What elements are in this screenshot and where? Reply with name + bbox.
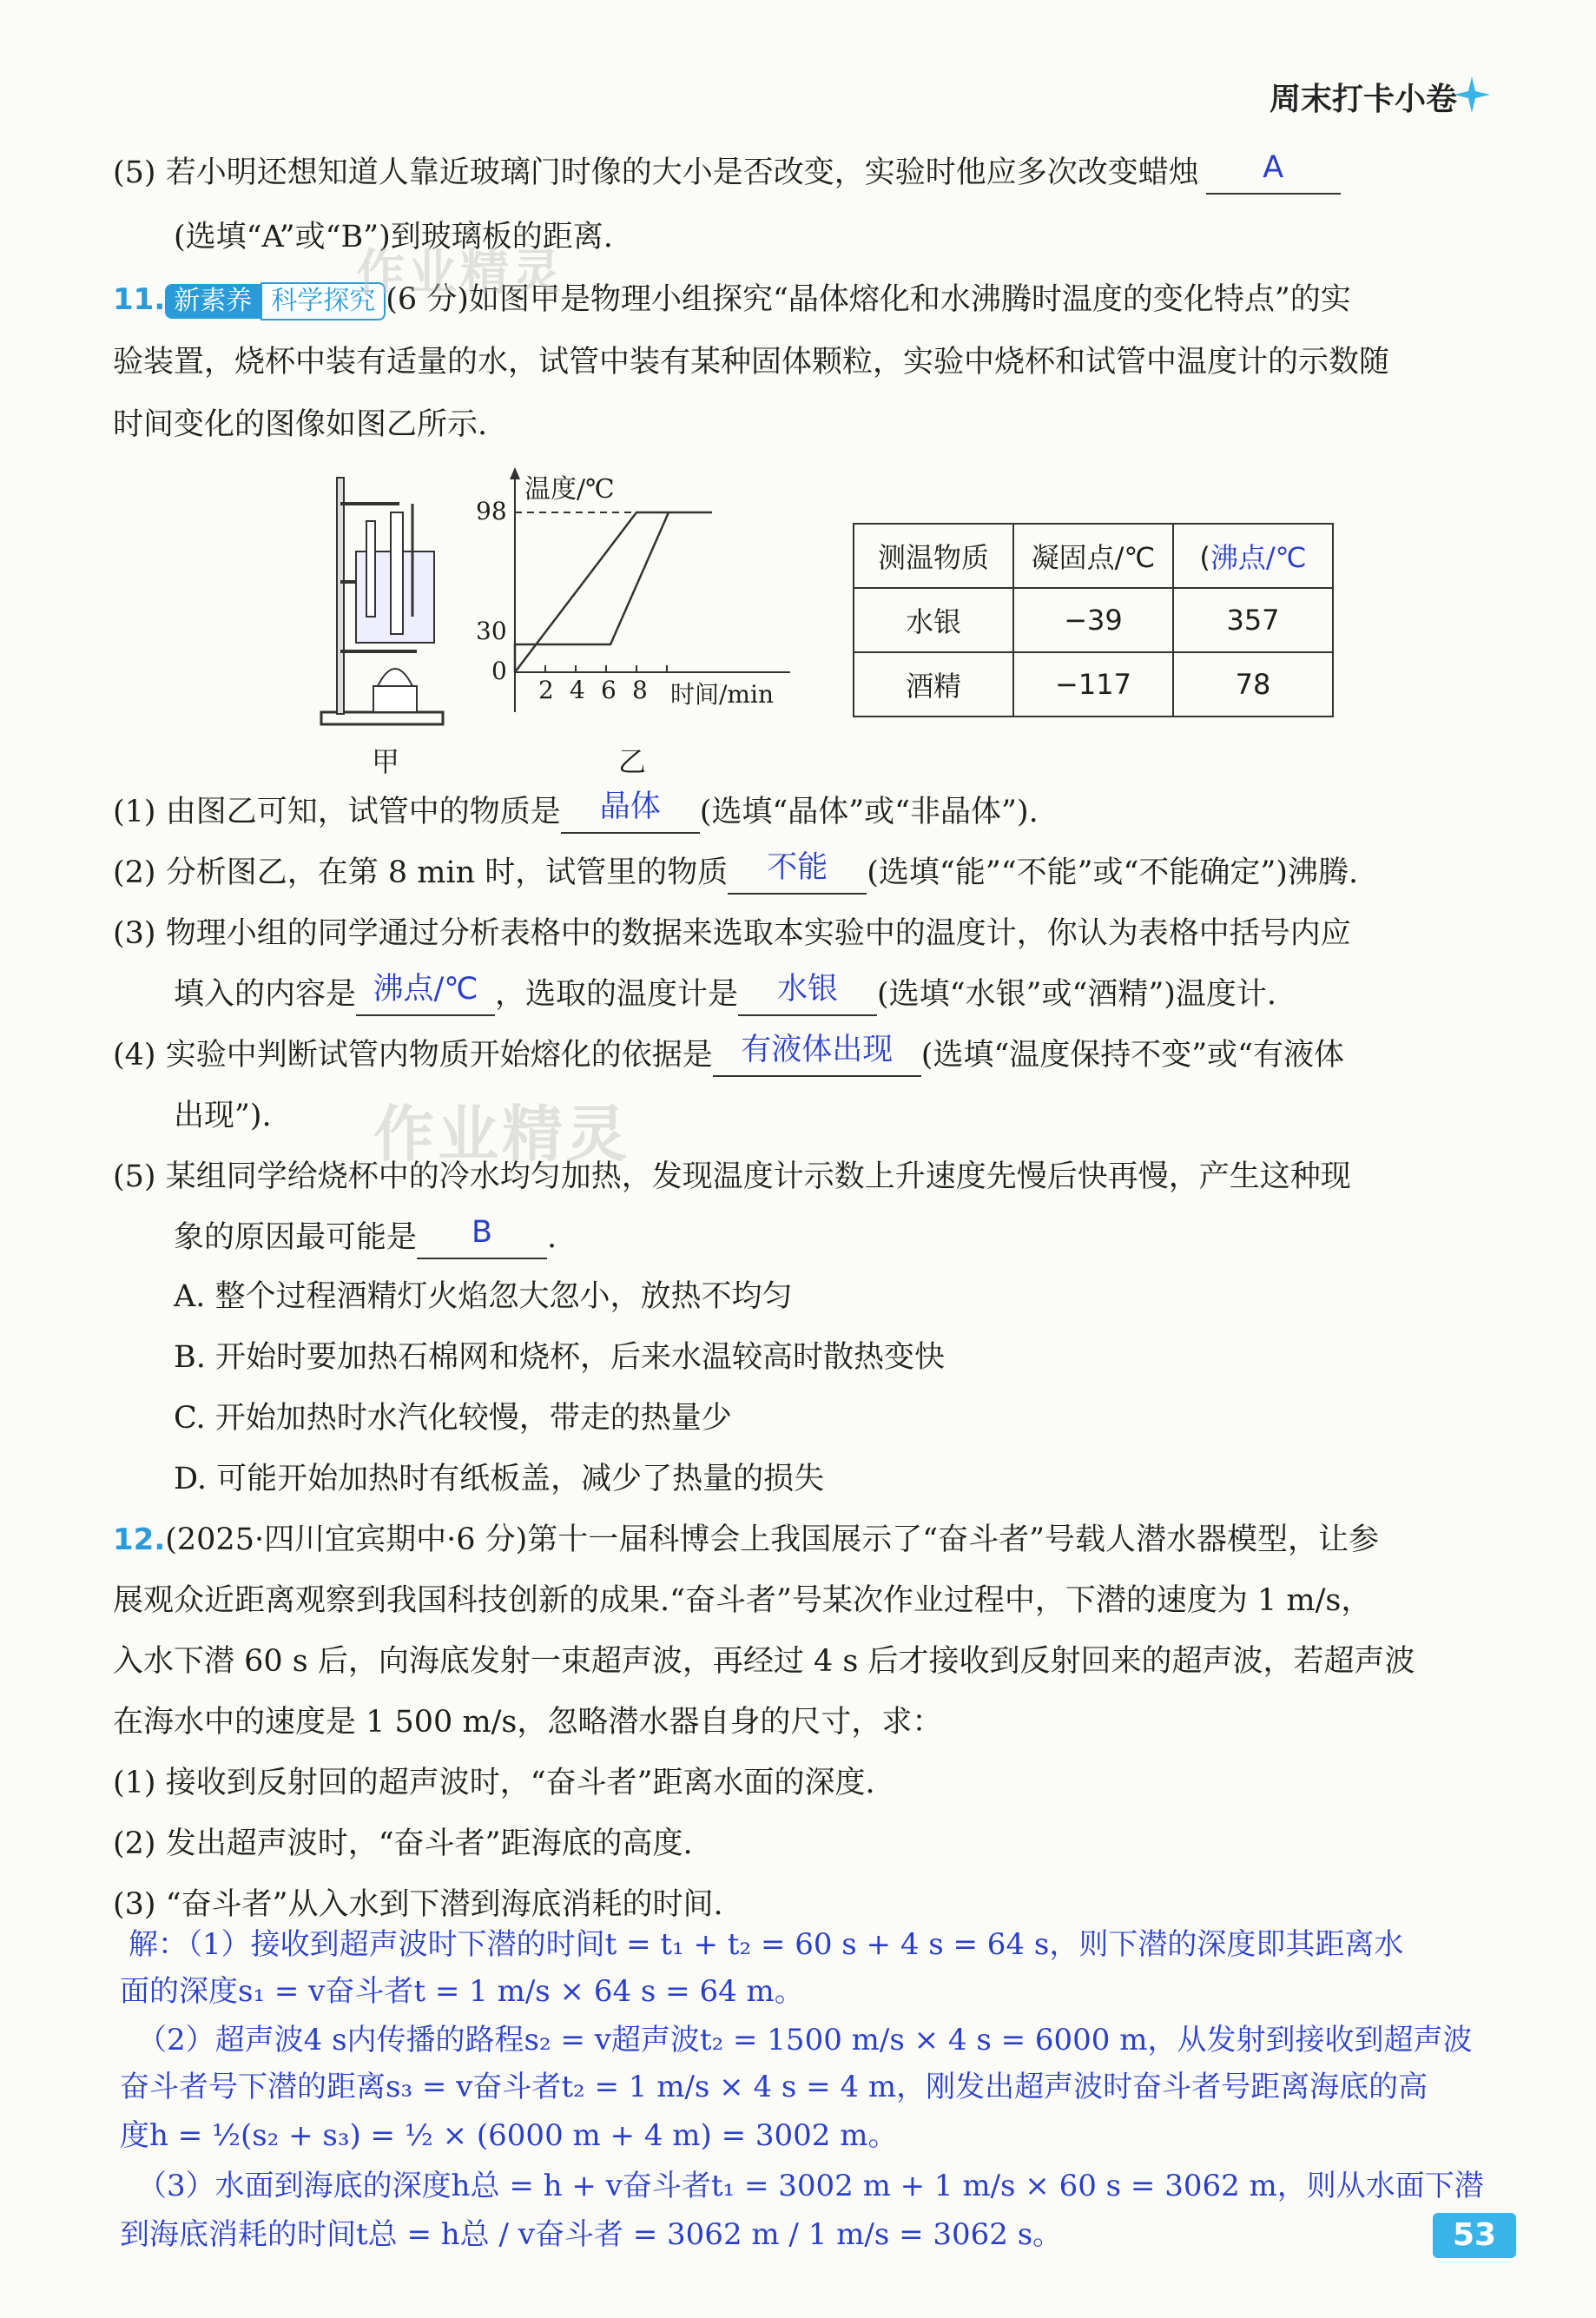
q11-part4-line1: (4) 实验中判断试管内物质开始熔化的依据是 有液体出现 (选填“温度保持不变”或“有液体 (113, 1035, 1344, 1077)
option-d: D. 可能开始加热时有纸板盖，减少了热量的损失 (174, 1462, 825, 1496)
answer-blank: 有液体出现 (713, 1035, 921, 1077)
solution-line-6: （3）水面到海底的深度h总 = h + v奋斗者t₁ = 3002 m + 1 m/s × 60 s = 3062 m，则从水面下潜 (137, 2169, 1484, 2203)
q11-part5-line2: 象的原因最可能是 B . (174, 1218, 557, 1259)
graph-ytick-0: 0 (491, 657, 507, 685)
q12-line4: 在海水中的速度是 1 500 m/s，忽略潜水器自身的尺寸，求： (113, 1705, 943, 1740)
answer-blank: 晶体 (561, 792, 700, 834)
graph-x-label: 时间/min (670, 680, 774, 709)
option-a: A. 整个过程酒精灯火焰忽大忽小，放热不均匀 (174, 1279, 793, 1314)
q12-line1: 12.(2025·四川宜宾期中·6 分)第十一届科博会上我国展示了“奋斗者”号载人潜水器模型，让参 (113, 1522, 1380, 1557)
solution-line-4: 奋斗者号下潜的距离s₃ = v奋斗者t₂ = 1 m/s × 4 s = 4 m，刚发出超声波时奋斗者号距离海底的高 (120, 2070, 1428, 2104)
table-cell: −39 (1013, 588, 1173, 652)
graph-xtick-4: 4 (570, 676, 585, 704)
new-literacy-tag: 新素养 (165, 284, 261, 319)
answer-blank: B (417, 1218, 547, 1259)
graph-ytick-30: 30 (476, 617, 507, 645)
table-cell: 78 (1173, 652, 1333, 717)
graph-ytick-98: 98 (476, 497, 507, 525)
q11-intro-line1: 11. 新素养 科学探究 (6 分)如图甲是物理小组探究“晶体熔化和水沸腾时温度的变化特点”的实 (113, 280, 1351, 320)
q10-answer-blank: A (1206, 153, 1341, 195)
q11-part3-line2: 填入的内容是 沸点/℃ ，选取的温度计是 水银 (选填“水银”或“酒精”)温度计. (174, 974, 1276, 1016)
solution-line-3: （2）超声波4 s内传播的路程s₂ = v超声波t₂ = 1500 m/s × 4 s = 6000 m，从发射到接收到超声波 (137, 2023, 1473, 2057)
q12-line3: 入水下潜 60 s 后，向海底发射一束超声波，再经过 4 s 后才接收到反射回来的超声波，若超声波 (113, 1644, 1415, 1679)
option-c: C. 开始加热时水汽化较慢，带走的热量少 (174, 1401, 732, 1436)
q11-intro-line2: 验装置，烧杯中装有适量的水，试管中装有某种固体颗粒，实验中烧杯和试管中温度计的示数随 (113, 345, 1390, 380)
table-row (854, 588, 1333, 652)
solution-line-5: 度h = ½(s₂ + s₃) = ½ × (6000 m + 4 m) = 3002 m。 (120, 2118, 898, 2153)
graph-xtick-6: 6 (601, 676, 617, 704)
table-header-cell: 测温物质 (854, 524, 1013, 588)
option-b: B. 开始时要加热石棉网和烧杯，后来水温较高时散热变快 (174, 1340, 945, 1375)
page-header-title: 周末打卡小卷 (1270, 82, 1458, 117)
table-row (854, 652, 1333, 717)
q12-sub1: (1) 接收到反射回的超声波时，“奋斗者”距离水面的深度. (113, 1766, 875, 1800)
q11-part1: (1) 由图乙可知，试管中的物质是 晶体 (选填“晶体”或“非晶体”). (113, 792, 1039, 834)
solution-line-1: 解：（1）接收到超声波时下潜的时间t = t₁ + t₂ = 60 s + 4 s = 64 s，则下潜的深度即其距离水 (129, 1927, 1404, 1962)
solution-line-2: 面的深度s₁ = v奋斗者t = 1 m/s × 64 s = 64 m。 (120, 1974, 804, 2009)
answer-blank: 不能 (728, 853, 867, 895)
graph-xtick-2: 2 (538, 676, 554, 704)
table-cell: −117 (1013, 652, 1173, 717)
table-header-row (854, 524, 1333, 588)
q12-sub3: (3) “奋斗者”从入水到下潜到海底消耗的时间. (113, 1887, 723, 1922)
apparatus-figure (313, 469, 452, 730)
sparkle-icon (1452, 75, 1492, 115)
q11-part5-line1: (5) 某组同学给烧杯中的冷水均匀加热，发现温度计示数上升速度先慢后快再慢，产生这种现 (113, 1159, 1351, 1194)
science-inquiry-tag: 科学探究 (261, 282, 386, 320)
q11-part3-line1: (3) 物理小组的同学通过分析表格中的数据来选取本实验中的温度计，你认为表格中括号内应 (113, 916, 1351, 951)
table-header-cell: (沸点/℃ (1173, 524, 1333, 588)
q10-part5-line2: (选填“A”或“B”)到玻璃板的距离. (174, 220, 613, 254)
table-cell: 酒精 (854, 652, 1013, 717)
graph-y-label: 温度/℃ (524, 474, 615, 505)
q12-sub2: (2) 发出超声波时，“奋斗者”距海底的高度. (113, 1826, 693, 1861)
table-cell: 357 (1173, 588, 1333, 652)
q11-intro-line3: 时间变化的图像如图乙所示. (113, 407, 488, 442)
table-header-cell: 凝固点/℃ (1013, 524, 1173, 588)
boiling-point-table (853, 523, 1334, 717)
solution-line-7: 到海底消耗的时间t总 = h总 / v奋斗者 = 3062 m / 1 m/s = 3062 s。 (120, 2217, 1063, 2252)
figure-b-label: 乙 (618, 745, 647, 778)
page-number: 53 (1433, 2213, 1516, 2258)
q11-part4-line2: 出现”). (174, 1099, 272, 1133)
question-number: 12. (113, 1522, 166, 1557)
q11-part2: (2) 分析图乙，在第 8 min 时，试管里的物质 不能 (选填“能”“不能”或“不能确定”)沸腾. (113, 853, 1358, 895)
graph-xtick-8: 8 (632, 676, 648, 704)
q12-line2: 展观众近距离观察到我国科技创新的成果.“奋斗者”号某次作业过程中，下潜的速度为 1 m/s， (113, 1583, 1372, 1618)
q10-part5-line1: (5) 若小明还想知道人靠近玻璃门时像的大小是否改变，实验时他应多次改变蜡烛 A (113, 153, 1341, 195)
table-cell: 水银 (854, 588, 1013, 652)
question-number: 11. (113, 282, 166, 317)
answer-blank: 水银 (738, 974, 877, 1016)
answer-blank: 沸点/℃ (356, 974, 495, 1016)
watermark: 作业精灵 (356, 245, 564, 301)
watermark: 作业精灵 (373, 1099, 630, 1170)
figure-a-label: 甲 (372, 745, 400, 778)
